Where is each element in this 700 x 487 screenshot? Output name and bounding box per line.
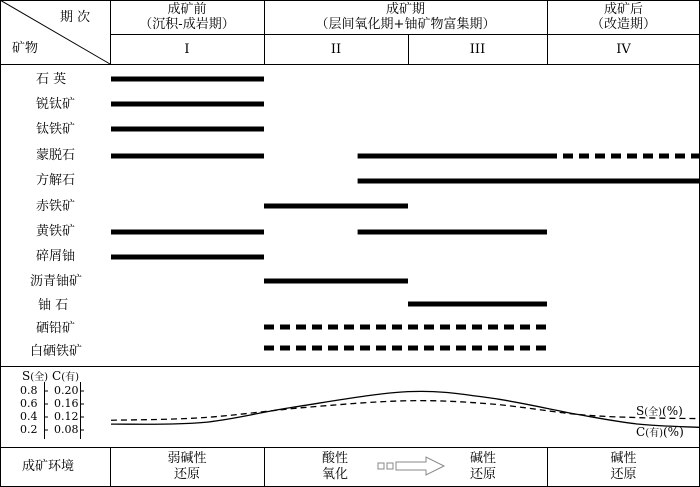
env-cell-line1: 碱性: [610, 451, 637, 466]
s-legend: S(全)(%): [636, 404, 683, 418]
s-total-curve: [111, 391, 700, 427]
env-cell-line2: 还原: [173, 467, 200, 482]
mineral-name: 沥青铀矿: [30, 274, 83, 289]
stage-iv: IV: [616, 42, 631, 57]
env-cell-line1: 碱性: [469, 451, 496, 466]
period-pre-title: 成矿前: [167, 2, 207, 17]
env-cell-line2: 还原: [610, 467, 637, 482]
period-post-subtitle: （改造期）: [590, 17, 656, 32]
c-tick-label: 0.12: [54, 410, 79, 423]
mineral-name: 方解石: [36, 173, 76, 188]
c-legend: C(有)(%): [636, 425, 684, 439]
stage-label: 期 次: [60, 10, 91, 25]
env-cell-line1: 酸性: [321, 451, 348, 466]
outer-border: [1, 1, 700, 487]
c-tick-label: 0.16: [54, 397, 79, 410]
mineral-name: 赤铁矿: [36, 199, 76, 214]
mineral-name: 白硒铁矿: [30, 344, 83, 359]
arrow-icon: [378, 457, 444, 475]
stage-i: I: [184, 42, 190, 57]
mineral-name: 黄铁矿: [36, 224, 76, 239]
mineral-name: 蒙脱石: [36, 148, 76, 163]
mineral-name: 铀 石: [38, 298, 69, 313]
environment-label: 成矿环境: [22, 459, 75, 474]
s-tick-label: 0.6: [20, 397, 38, 410]
mineral-name: 钛铁矿: [36, 122, 76, 137]
env-cell-line2: 氧化: [321, 467, 348, 482]
c-tick-label: 0.08: [54, 423, 79, 436]
stage-ii: II: [330, 42, 342, 57]
s-tick-label: 0.2: [20, 423, 38, 436]
env-cell-line1: 弱碱性: [167, 451, 207, 466]
period-main-title: 成矿期: [385, 2, 425, 17]
period-main-subtitle: （层间氧化期+铀矿物富集期）: [315, 17, 496, 32]
mineral-name: 石 英: [36, 72, 67, 87]
c-axis-label: C(有): [52, 369, 79, 383]
s-axis-label: S(全): [22, 369, 49, 383]
period-post-title: 成矿后: [603, 2, 643, 17]
mineral-name: 硒铅矿: [36, 321, 76, 336]
mineral-name: 锐钛矿: [36, 97, 76, 112]
s-tick-label: 0.8: [20, 384, 38, 397]
s-tick-label: 0.4: [20, 410, 38, 423]
env-cell-line2: 还原: [469, 467, 496, 482]
c-tick-label: 0.20: [54, 384, 79, 397]
c-organic-curve: [111, 401, 700, 421]
period-pre-subtitle: （沉积-成岩期）: [139, 17, 235, 32]
mineral-label: 矿物: [12, 41, 39, 56]
mineral-name: 碎屑铀: [36, 249, 76, 264]
mineral-bars: [111, 79, 700, 348]
stage-iii: III: [469, 42, 486, 57]
